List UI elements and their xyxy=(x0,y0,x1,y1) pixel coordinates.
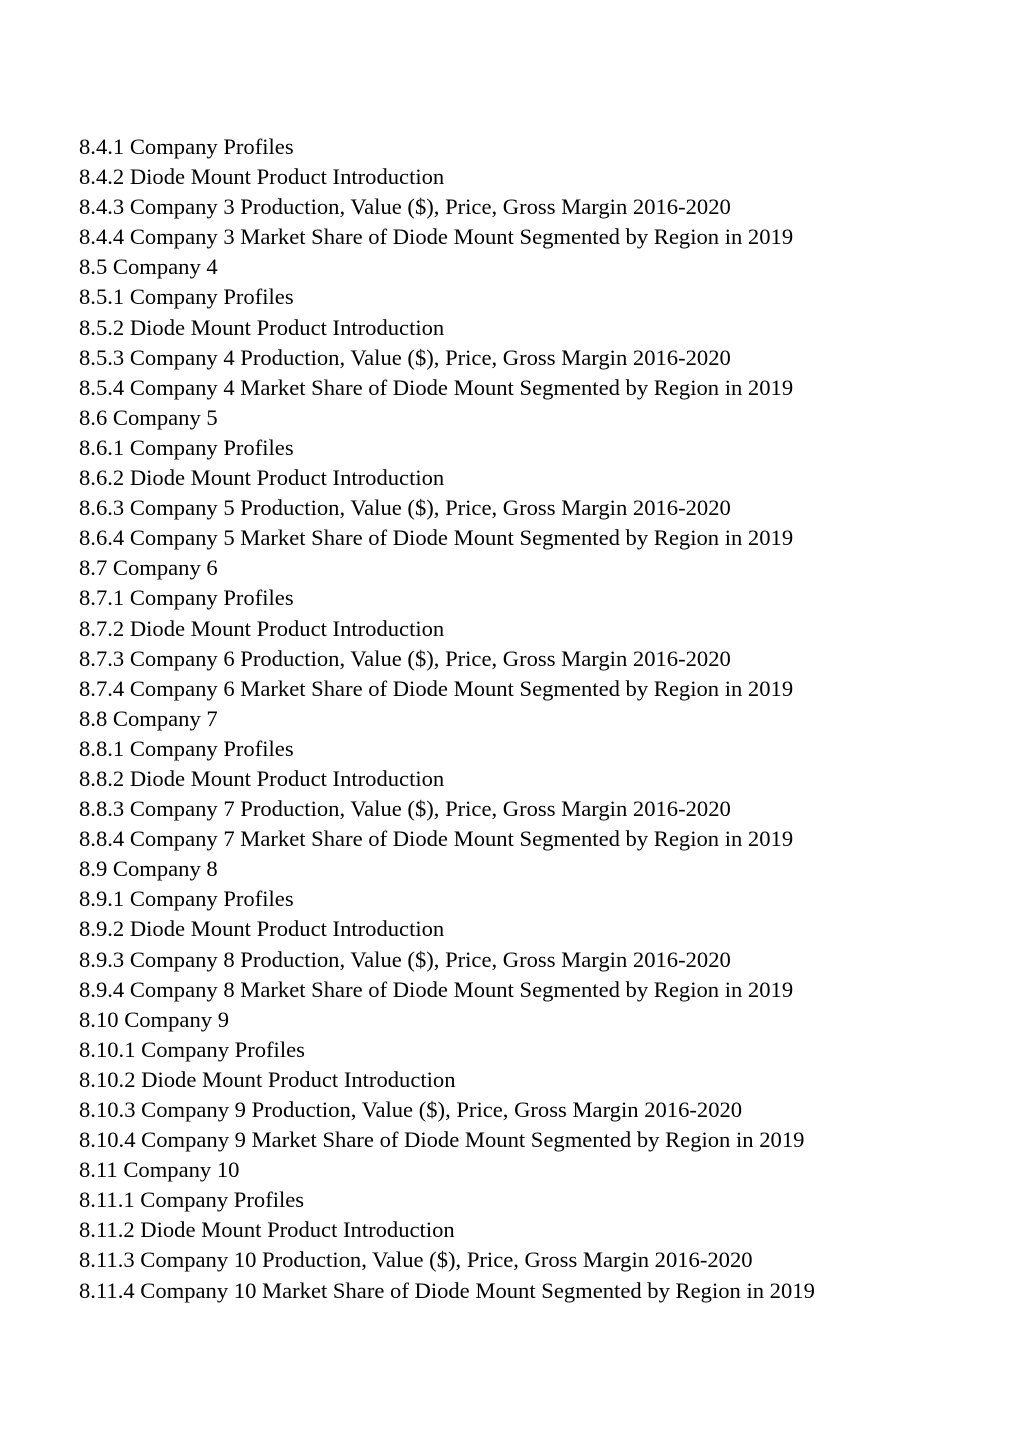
toc-entry: 8.9.1 Company Profiles xyxy=(79,886,294,912)
toc-entry: 8.6 Company 5 xyxy=(79,404,218,430)
toc-entry: 8.6.2 Diode Mount Product Introduction xyxy=(79,465,445,491)
toc-entry: 8.11.2 Diode Mount Product Introduction xyxy=(79,1217,455,1243)
toc-entry: 8.10.1 Company Profiles xyxy=(79,1036,305,1062)
toc-entry: 8.8.4 Company 7 Market Share of Diode Mount Segmented by Region in 2019 xyxy=(79,826,794,852)
toc-entry: 8.4.1 Company Profiles xyxy=(79,134,294,159)
toc-entry: 8.7 Company 6 xyxy=(79,555,218,581)
toc-entry: 8.9.4 Company 8 Market Share of Diode Mount Segmented by Region in 2019 xyxy=(79,976,794,1002)
toc-entry: 8.9.2 Diode Mount Product Introduction xyxy=(79,916,445,942)
toc-entry: 8.6.3 Company 5 Production, Value ($), Price, Gross Margin 2016-2020 xyxy=(79,495,731,521)
toc-entry: 8.9 Company 8 xyxy=(79,856,218,882)
toc-entry: 8.7.3 Company 6 Production, Value ($), Price, Gross Margin 2016-2020 xyxy=(79,645,731,671)
table-of-contents xyxy=(79,132,815,1306)
toc-entry: 8.5.1 Company Profiles xyxy=(79,284,294,310)
toc-entry: 8.8.2 Diode Mount Product Introduction xyxy=(79,765,445,791)
toc-entry: 8.10.2 Diode Mount Product Introduction xyxy=(79,1066,456,1092)
toc-entry: 8.8.3 Company 7 Production, Value ($), Price, Gross Margin 2016-2020 xyxy=(79,796,731,822)
toc-entry: 8.5 Company 4 xyxy=(79,254,218,280)
toc-entry: 8.6.1 Company Profiles xyxy=(79,434,294,460)
toc-entry: 8.6.4 Company 5 Market Share of Diode Mount Segmented by Region in 2019 xyxy=(79,525,794,551)
toc-entry: 8.8 Company 7 xyxy=(79,705,218,731)
toc-entry: 8.11.4 Company 10 Market Share of Diode Mount Segmented by Region in 2019 xyxy=(79,1277,815,1303)
toc-entry: 8.11 Company 10 xyxy=(79,1157,240,1183)
toc-entry: 8.5.2 Diode Mount Product Introduction xyxy=(79,314,445,340)
toc-entry: 8.4.3 Company 3 Production, Value ($), Price, Gross Margin 2016-2020 xyxy=(79,194,731,220)
toc-entry: 8.5.3 Company 4 Production, Value ($), Price, Gross Margin 2016-2020 xyxy=(79,344,731,370)
toc-entry: 8.11.3 Company 10 Production, Value ($), Price, Gross Margin 2016-2020 xyxy=(79,1247,753,1273)
toc-entry: 8.11.1 Company Profiles xyxy=(79,1187,305,1213)
toc-entry: 8.8.1 Company Profiles xyxy=(79,735,294,761)
toc-entry: 8.10.4 Company 9 Market Share of Diode Mount Segmented by Region in 2019 xyxy=(79,1127,805,1153)
toc-entry: 8.5.4 Company 4 Market Share of Diode Mount Segmented by Region in 2019 xyxy=(79,374,794,400)
toc-entry: 8.7.2 Diode Mount Product Introduction xyxy=(79,615,445,641)
toc-entry: 8.10.3 Company 9 Production, Value ($), Price, Gross Margin 2016-2020 xyxy=(79,1097,743,1122)
toc-entry: 8.10 Company 9 xyxy=(79,1006,229,1032)
toc-entry: 8.7.1 Company Profiles xyxy=(79,585,294,611)
toc-entry: 8.7.4 Company 6 Market Share of Diode Mount Segmented by Region in 2019 xyxy=(79,675,794,701)
toc-entry: 8.4.2 Diode Mount Product Introduction xyxy=(79,164,445,190)
toc-entry: 8.9.3 Company 8 Production, Value ($), Price, Gross Margin 2016-2020 xyxy=(79,946,731,972)
toc-entry: 8.4.4 Company 3 Market Share of Diode Mount Segmented by Region in 2019 xyxy=(79,224,794,250)
